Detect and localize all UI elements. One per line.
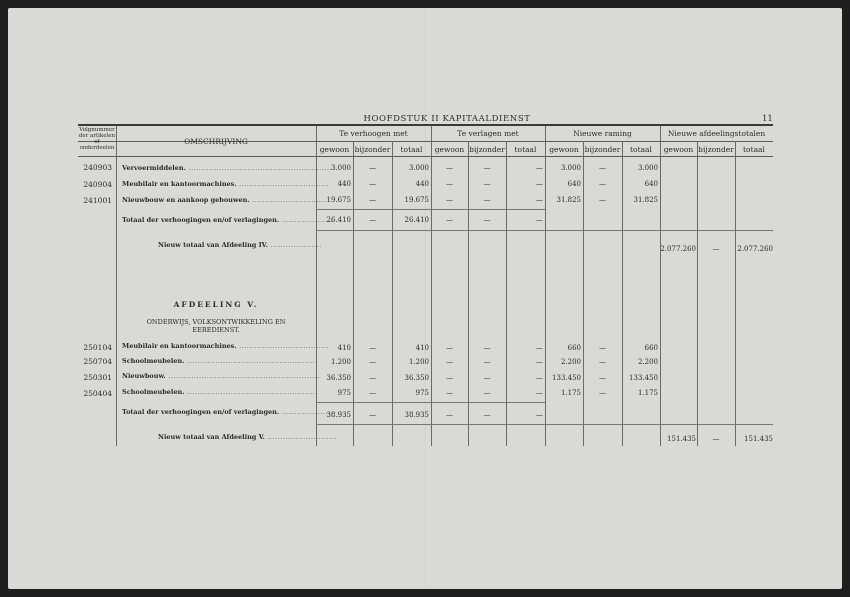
- total-inc-totaal: 38.935: [404, 411, 429, 419]
- dec-bijzonder: —: [483, 164, 491, 172]
- dec-gewoon: —: [446, 180, 453, 188]
- inc-bijzonder: —: [369, 389, 376, 397]
- article-description: [122, 342, 329, 350]
- inc-bijzonder: —: [369, 164, 376, 172]
- inc-bijzonder: —: [369, 344, 376, 352]
- article-code: 240903: [83, 163, 112, 172]
- inc-bijzonder: —: [369, 196, 376, 204]
- group-header-estimate: Nieuwe raming: [573, 129, 632, 138]
- new-total-label-text: Nieuw totaal van Afdeeling IV.: [158, 241, 268, 249]
- code-header-line: onderdeelen: [79, 145, 115, 151]
- article-code: 250301: [83, 373, 112, 382]
- article-code: 240904: [83, 180, 112, 189]
- article-description-text: Vervoermiddelen.: [122, 164, 186, 172]
- article-description: [122, 180, 329, 188]
- dec-gewoon: —: [446, 164, 453, 172]
- dec-bijzonder: —: [483, 344, 491, 352]
- leader-dots: ....................: [279, 216, 334, 224]
- inc-gewoon: 3.000: [330, 164, 351, 172]
- raming-totaal: 640: [644, 180, 658, 188]
- chapter-title: HOOFDSTUK II KAPITAALDIENST: [363, 114, 531, 124]
- inc-bijzonder: —: [369, 374, 376, 382]
- dec-bijzonder: —: [483, 374, 491, 382]
- raming-bijzonder: —: [599, 389, 606, 397]
- code-header: [78, 127, 116, 151]
- raming-gewoon: 3.000: [560, 164, 581, 172]
- raming-gewoon: 660: [567, 344, 581, 352]
- article-description-text: Schoolmeubelen.: [122, 357, 185, 365]
- sub-header-gewoon: gewoon: [549, 145, 579, 154]
- sub-header-bijzonder: bijzonder: [469, 145, 505, 154]
- dec-totaal: —: [536, 344, 543, 352]
- group-header-decrease: Te verlagen met: [457, 129, 519, 138]
- sub-header-gewoon: gewoon: [319, 145, 350, 154]
- inc-totaal: 1.200: [408, 358, 429, 366]
- dec-gewoon: —: [446, 196, 453, 204]
- dec-totaal: —: [536, 389, 543, 397]
- article-code: 250104: [83, 343, 112, 352]
- new-total-totaal: 151.435: [744, 435, 773, 443]
- total-inc-totaal: 26.410: [404, 216, 429, 224]
- dec-bijzonder: —: [483, 389, 491, 397]
- article-description: [122, 357, 315, 365]
- raming-totaal: 1.175: [637, 389, 658, 397]
- leader-dots: .............................: [249, 196, 327, 204]
- inc-gewoon: 410: [337, 344, 351, 352]
- raming-totaal: 133.450: [629, 374, 658, 382]
- raming-bijzonder: —: [599, 180, 606, 188]
- raming-totaal: 31.825: [633, 196, 658, 204]
- inc-gewoon: 975: [337, 389, 351, 397]
- dec-totaal: —: [536, 374, 543, 382]
- code-header-line: of: [94, 139, 100, 145]
- dec-bijzonder: —: [483, 358, 491, 366]
- raming-gewoon: 1.175: [560, 389, 581, 397]
- leader-dots: ....................: [267, 241, 322, 249]
- sub-header-totaal: totaal: [743, 145, 765, 154]
- dec-totaal: —: [536, 180, 543, 188]
- total-label-text: Totaal der verhoogingen en/of verlagingen.: [122, 216, 280, 224]
- raming-gewoon: 640: [567, 180, 581, 188]
- col-divider: [735, 141, 736, 446]
- group-header-totals: Nieuwe afdeelingstotalen: [667, 129, 766, 138]
- total-dec-bijzonder: —: [483, 216, 491, 224]
- dec-gewoon: —: [446, 389, 453, 397]
- col-divider: [116, 126, 117, 446]
- section-title: AFDEELING V.: [173, 300, 259, 309]
- code-header-line: der artikelen: [78, 133, 116, 139]
- article-description-text: Nieuwbouw.: [122, 372, 166, 380]
- subtotal-rule: [431, 209, 545, 210]
- dec-totaal: —: [536, 164, 543, 172]
- inc-totaal: 975: [415, 389, 429, 397]
- page-number: 11: [762, 114, 773, 124]
- col-divider: [697, 141, 698, 446]
- new-total-bijzonder: —: [712, 245, 720, 253]
- col-divider: [316, 126, 317, 446]
- total-dec-totaal: —: [536, 411, 543, 419]
- leader-dots: ....................: [279, 408, 334, 416]
- section-subtitle-line: ONDERWIJS, VOLKSONTWIKKELING EN: [146, 318, 286, 326]
- new-total-bijzonder: —: [712, 435, 720, 443]
- sub-header-totaal: totaal: [514, 145, 537, 154]
- inc-totaal: 440: [415, 180, 429, 188]
- page-fold: [425, 8, 427, 589]
- raming-totaal: 660: [644, 344, 658, 352]
- section-subtitle-line: EEREDIENST.: [192, 326, 240, 334]
- sub-header-gewoon: gewoon: [663, 145, 694, 154]
- dec-gewoon: —: [446, 374, 453, 382]
- leader-dots: ...........................: [264, 433, 337, 441]
- raming-totaal: 3.000: [637, 164, 658, 172]
- col-divider: [545, 126, 546, 446]
- inc-gewoon: 19.675: [326, 196, 351, 204]
- sub-header-totaal: totaal: [630, 145, 652, 154]
- article-code: 250704: [83, 357, 112, 366]
- raming-bijzonder: —: [599, 344, 606, 352]
- dec-bijzonder: —: [483, 180, 491, 188]
- total-inc-gewoon: 26.410: [326, 216, 351, 224]
- dec-gewoon: —: [446, 344, 453, 352]
- header-bottom-rule: [78, 156, 773, 157]
- total-dec-bijzonder: —: [483, 411, 491, 419]
- section-rule: [316, 230, 773, 231]
- col-divider: [431, 126, 432, 446]
- article-description: [122, 388, 315, 396]
- inc-gewoon: 36.350: [326, 374, 351, 382]
- raming-bijzonder: —: [599, 374, 606, 382]
- top-rule: [78, 124, 773, 126]
- inc-totaal: 3.000: [408, 164, 429, 172]
- article-description-text: Meubilair en kantoormachines.: [122, 180, 237, 188]
- inc-totaal: 410: [415, 344, 429, 352]
- raming-gewoon: 2.200: [560, 358, 581, 366]
- group-header-increase: Te verhoogen met: [339, 129, 408, 138]
- total-inc-bijzonder: —: [369, 411, 376, 419]
- article-description: [122, 196, 327, 204]
- leader-dots: ..................................................: [184, 357, 316, 365]
- new-total-label: [158, 433, 337, 441]
- raming-bijzonder: —: [599, 164, 606, 172]
- inc-gewoon: 440: [337, 180, 351, 188]
- subtotal-rule: [431, 402, 545, 403]
- leader-dots: ...................................: [236, 342, 329, 350]
- total-dec-gewoon: —: [446, 411, 453, 419]
- dec-totaal: —: [536, 196, 543, 204]
- raming-gewoon: 133.450: [552, 374, 581, 382]
- section-subtitle: [116, 318, 316, 334]
- article-code: 241001: [83, 196, 112, 205]
- sub-header-bijzonder: bijzonder: [584, 145, 621, 154]
- code-header-line: Volgnummer: [79, 127, 115, 133]
- article-code: 250404: [83, 389, 112, 398]
- total-label: [122, 216, 333, 224]
- new-total-gewoon: 2.077.260: [660, 245, 696, 253]
- inc-gewoon: 1.200: [330, 358, 351, 366]
- col-divider: [660, 126, 661, 446]
- new-total-gewoon: 151.435: [667, 435, 696, 443]
- article-description-text: Schoolmeubelen.: [122, 388, 185, 396]
- description-header: OMSCHRIJVING: [184, 137, 248, 146]
- total-label-text: Totaal der verhoogingen en/of verlagingen.: [122, 408, 280, 416]
- new-total-totaal: 2.077.260: [737, 245, 773, 253]
- section-rule: [316, 424, 773, 425]
- inc-bijzonder: —: [369, 180, 376, 188]
- total-dec-totaal: —: [536, 216, 543, 224]
- subtotal-rule: [316, 209, 431, 210]
- raming-totaal: 2.200: [637, 358, 658, 366]
- sub-header-gewoon: gewoon: [434, 145, 465, 154]
- total-inc-bijzonder: —: [369, 216, 376, 224]
- total-label: [122, 408, 333, 416]
- dec-gewoon: —: [446, 358, 453, 366]
- total-inc-gewoon: 38.935: [326, 411, 351, 419]
- article-description-text: Meubilair en kantoormachines.: [122, 342, 237, 350]
- raming-bijzonder: —: [599, 196, 606, 204]
- sub-header-bijzonder: bijzonder: [354, 145, 391, 154]
- subtotal-rule: [316, 402, 431, 403]
- inc-bijzonder: —: [369, 358, 376, 366]
- article-description: [122, 372, 320, 380]
- total-dec-gewoon: —: [446, 216, 453, 224]
- article-description-text: Nieuwbouw en aankoop gebouwen.: [122, 196, 250, 204]
- inc-totaal: 36.350: [404, 374, 429, 382]
- inc-totaal: 19.675: [404, 196, 429, 204]
- article-description: [122, 164, 332, 172]
- leader-dots: ...........................................................: [165, 372, 320, 380]
- new-total-label-text: Nieuw totaal van Afdeeling V.: [158, 433, 265, 441]
- raming-gewoon: 31.825: [556, 196, 581, 204]
- raming-bijzonder: —: [599, 358, 606, 366]
- dec-bijzonder: —: [483, 196, 491, 204]
- sub-header-bijzonder: bijzonder: [698, 145, 734, 154]
- leader-dots: ........................................................: [185, 164, 333, 172]
- sub-header-totaal: totaal: [400, 145, 423, 154]
- new-total-label: [158, 241, 322, 249]
- leader-dots: ...................................: [236, 180, 329, 188]
- dec-totaal: —: [536, 358, 543, 366]
- leader-dots: ..................................................: [184, 388, 316, 396]
